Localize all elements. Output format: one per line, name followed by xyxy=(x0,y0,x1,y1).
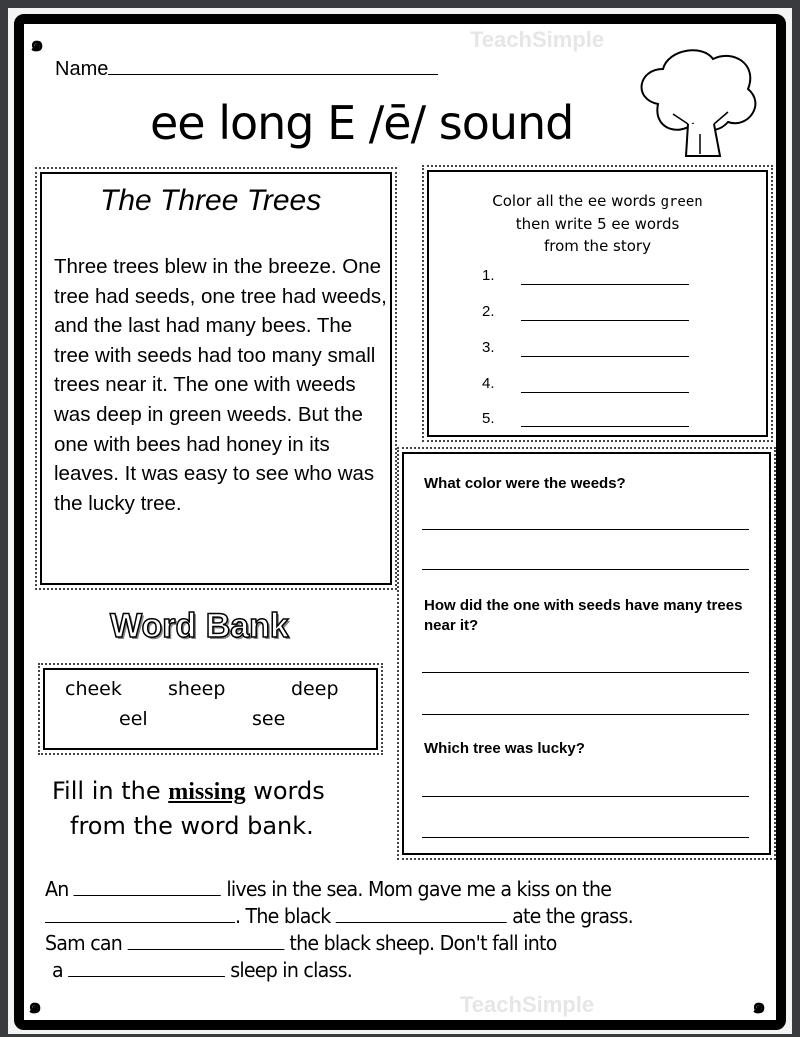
answer-line[interactable] xyxy=(422,672,749,673)
answer-line[interactable] xyxy=(422,569,749,570)
sentence-line-4: a sleep in class. xyxy=(52,958,353,982)
answer-line-3[interactable] xyxy=(521,356,689,357)
watermark: TeachSimple xyxy=(470,27,605,52)
ee-words-box xyxy=(427,170,768,437)
blank-4[interactable] xyxy=(127,949,284,950)
word-bank-word: see xyxy=(252,708,286,730)
question-2: How did the one with seeds have many trees near it? xyxy=(424,597,743,634)
questions-box xyxy=(402,452,771,855)
page-title: ee long E /ē/ sound xyxy=(150,96,574,150)
swirl-icon: ๑ xyxy=(30,31,44,56)
sentence-line-2: . The black ate the grass. xyxy=(45,904,633,928)
number-label: 2. xyxy=(482,303,495,320)
answer-line-2[interactable] xyxy=(521,320,689,321)
story-text: Three trees blew in the breeze. One tree had seeds, one tree had weeds, and the last had many bees. The tree with seeds had too many small trees near it. The one with weeds was deep in green weeds. But the one with bees had honey in its leaves. It was easy to see who was the lucky tree. xyxy=(54,255,387,515)
name-label: Name xyxy=(55,58,109,80)
name-field[interactable] xyxy=(55,58,438,81)
blank-3[interactable] xyxy=(336,922,507,923)
number-label: 3. xyxy=(482,339,495,356)
number-label: 5. xyxy=(482,410,495,427)
task-line-1: Color all the ee words green xyxy=(492,192,703,210)
blank-1[interactable] xyxy=(74,895,221,896)
answer-line[interactable] xyxy=(422,837,749,838)
question-1: What color were the weeds? xyxy=(424,475,626,492)
blank-5[interactable] xyxy=(68,976,225,977)
tree-icon xyxy=(628,44,768,162)
word-bank-word: sheep xyxy=(168,678,226,700)
answer-line[interactable] xyxy=(422,529,749,530)
word-bank-word: eel xyxy=(119,708,148,730)
swirl-icon: ๑ xyxy=(28,993,42,1018)
task-line-2: then write 5 ee words xyxy=(515,215,680,233)
green-word: green xyxy=(660,194,703,210)
word-bank-word: deep xyxy=(291,678,339,700)
sentence-line-3: Sam can the black sheep. Don't fall into xyxy=(45,931,557,955)
answer-line[interactable] xyxy=(422,714,749,715)
fill-instructions: Fill in the missing words from the word bank. xyxy=(52,777,325,840)
watermark: TeachSimple xyxy=(460,992,595,1017)
number-label: 4. xyxy=(482,375,495,392)
task-line-3: from the story xyxy=(544,237,651,255)
word-bank-heading: Word Bank xyxy=(110,607,289,645)
word-bank-box xyxy=(43,668,378,750)
story-box xyxy=(40,172,392,585)
answer-line-5[interactable] xyxy=(521,426,689,427)
word-bank-word: cheek xyxy=(65,678,122,700)
answer-line-4[interactable] xyxy=(521,392,689,393)
answer-line[interactable] xyxy=(422,796,749,797)
answer-line-1[interactable] xyxy=(521,284,689,285)
swirl-icon: ๑ xyxy=(752,993,766,1018)
number-label: 1. xyxy=(482,267,495,284)
sentence-line-1: An lives in the sea. Mom gave me a kiss on the xyxy=(45,877,612,901)
blank-2[interactable] xyxy=(45,922,235,923)
question-3: Which tree was lucky? xyxy=(424,740,585,757)
story-title: The Three Trees xyxy=(100,184,322,217)
name-line[interactable] xyxy=(108,74,438,75)
missing-word: missing xyxy=(168,779,246,805)
